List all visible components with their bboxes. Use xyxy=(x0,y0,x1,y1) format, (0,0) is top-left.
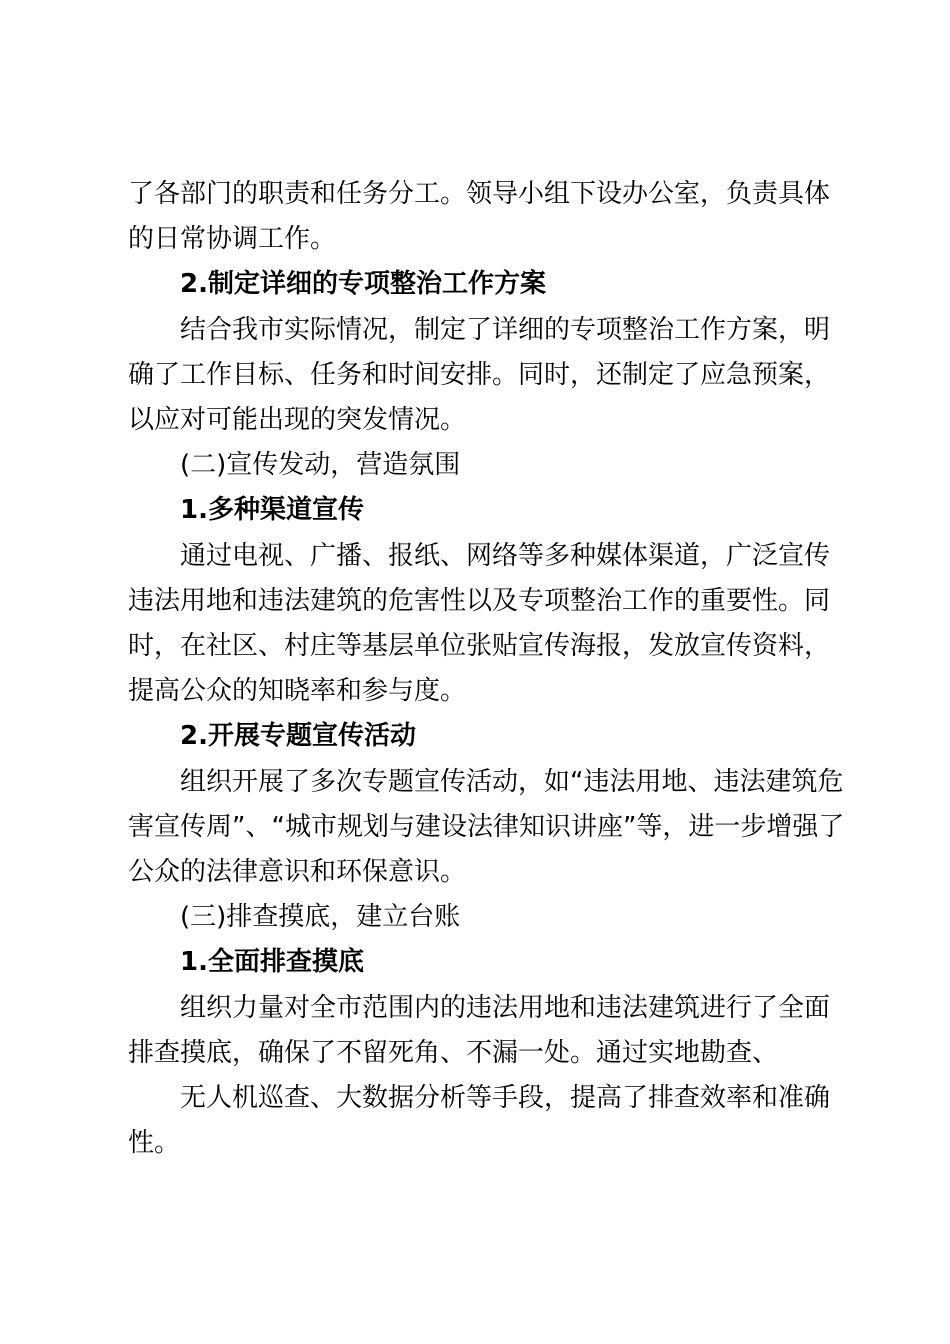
paragraph-text xyxy=(128,1076,831,1166)
text-line: 害宣传周”、“城市规划与建设法律知识讲座”等，进一步增强了 xyxy=(128,811,845,842)
text-line: 组织力量对全市范围内的违法用地和违法建筑进行了全面 xyxy=(180,992,831,1023)
text-line: 以应对可能出现的突发情况。 xyxy=(128,405,467,436)
subheading xyxy=(128,488,828,533)
text-line: 组织开展了多次专题宣传活动，如“违法用地、违法建筑危 xyxy=(180,766,844,797)
paragraph-text xyxy=(128,760,845,896)
text-line: 公众的法律意识和环保意识。 xyxy=(128,857,467,888)
paragraph-text xyxy=(128,534,831,715)
subheading xyxy=(128,714,828,759)
text-line: 无人机巡查、大数据分析等手段，提高了排查效率和准确 xyxy=(180,1083,831,1114)
paragraph-text xyxy=(128,172,831,262)
text-line: 性。 xyxy=(128,1128,181,1159)
text-line: 违法用地和违法建筑的危害性以及专项整治工作的重要性。同 xyxy=(128,585,831,616)
subheading-text: 1.全面排查摸底 xyxy=(180,947,364,978)
text-line: 确了工作目标、任务和时间安排。同时，还制定了应急预案， xyxy=(128,359,831,390)
subheading-text: 2.制定详细的专项整治工作方案 xyxy=(180,269,546,300)
paragraph-text xyxy=(128,986,831,1076)
text-line: 了各部门的职责和任务分工。领导小组下设办公室，负责具体 xyxy=(128,179,831,209)
section-heading-text: (三)排查摸底，建立台账 xyxy=(180,902,461,933)
section-heading xyxy=(128,895,828,940)
section-heading xyxy=(128,443,828,488)
text-line: 通过电视、广播、报纸、网络等多种媒体渠道，广泛宣传 xyxy=(180,540,831,571)
subheading-text: 2.开展专题宣传活动 xyxy=(180,721,416,752)
subheading xyxy=(128,940,828,985)
text-line: 结合我市实际情况，制定了详细的专项整治工作方案，明 xyxy=(180,314,831,345)
text-line: 时，在社区、村庄等基层单位张贴宣传海报，发放宣传资料， xyxy=(128,631,831,662)
document-body xyxy=(128,172,845,1166)
text-line: 提高公众的知晓率和参与度。 xyxy=(128,676,467,707)
section-heading-text: (二)宣传发动，营造氛围 xyxy=(180,450,461,481)
text-line: 的日常协调工作。 xyxy=(128,224,337,255)
text-line: 排查摸底，确保了不留死角、不漏一处。通过实地勘查、 xyxy=(128,1037,779,1068)
paragraph-text xyxy=(128,308,831,444)
subheading xyxy=(128,262,828,307)
subheading-text: 1.多种渠道宣传 xyxy=(180,495,364,526)
